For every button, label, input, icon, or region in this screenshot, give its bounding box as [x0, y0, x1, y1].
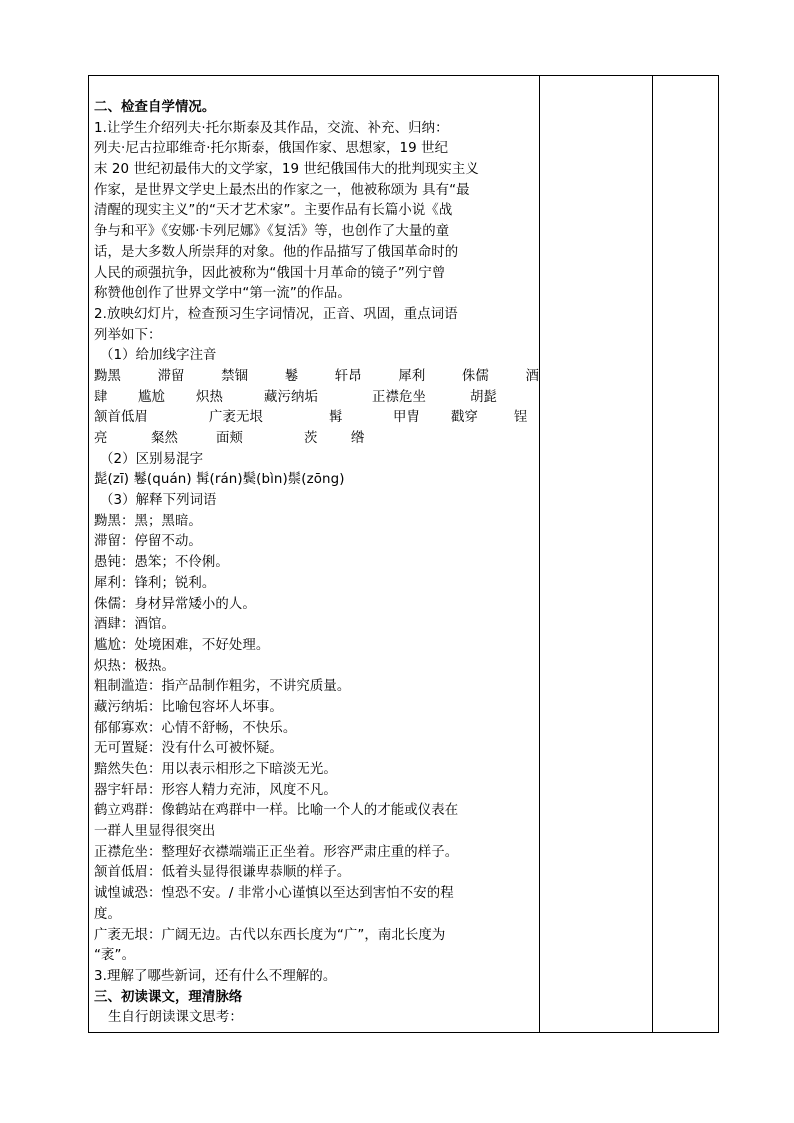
word: 炽热	[196, 389, 223, 405]
section-heading: 二、检查自学情况。	[94, 100, 216, 115]
definition-item: 愚钝：愚笨；不伶俐。	[94, 555, 229, 571]
word: 胡髭	[470, 389, 497, 405]
word: 肆	[94, 389, 108, 405]
definition-item: 鹤立鸡群：像鹤站在鸡群中一样。比喻一个人的才能或仪表在	[94, 803, 459, 819]
lesson-table	[88, 75, 719, 1033]
definition-item: 侏儒：身材异常矮小的人。	[94, 596, 256, 612]
word: 戳穿	[451, 410, 478, 426]
definition-item: 滞留：停留不动。	[94, 534, 202, 550]
definition-item: 度。	[94, 906, 121, 922]
word: 广袤无垠	[209, 410, 263, 426]
word-row-1	[94, 367, 539, 388]
word-row-4	[94, 429, 539, 450]
section-heading: 三、初读课文，理清脉络	[94, 989, 243, 1005]
text-line: 人民的顽强抗争，因此被称为“俄国十月革命的镜子”列宁曾	[94, 265, 446, 281]
subheading-confusable: （2）区别易混字	[100, 451, 204, 467]
paragraph-1	[94, 119, 539, 305]
definition-item: 尴尬：处境困难，不好处理。	[94, 637, 270, 653]
word: 禁锢	[221, 368, 249, 384]
text-line: 末 20 世纪初最伟大的文学家，19 世纪俄国伟大的批判现实主义	[94, 162, 479, 178]
word: 尴尬	[138, 389, 165, 405]
text-line: 2.放映幻灯片，检查预习生字词情况，正音、巩固，重点词语	[94, 306, 458, 322]
text-line: 称赞他创作了世界文学中“第一流”的作品。	[94, 286, 351, 302]
word: 亮	[94, 431, 108, 446]
text-line: 生自行朗读课文思考：	[108, 1010, 243, 1026]
subheading-definitions: （3）解释下列词语	[100, 493, 217, 509]
word-row-3	[94, 408, 539, 429]
text-line: 列夫·尼古拉耶维奇·托尔斯泰，俄国作家、思想家，19 世纪	[94, 141, 449, 157]
paragraph-3: 3.理解了哪些新词，还有什么不理解的。	[94, 968, 337, 984]
definition-item: 粗制滥造：指产品制作粗劣，不讲究质量。	[94, 679, 351, 695]
definition-item: 炽热：极热。	[94, 658, 175, 674]
word: 颔首低眉	[94, 410, 148, 426]
definition-item: “袤”。	[94, 948, 136, 964]
confusable-characters: 髭(zī) 鬈(quán) 髯(rán)鬓(bìn)鬃(zōng)	[94, 472, 345, 488]
definition-item: 犀利：锋利；锐利。	[94, 575, 216, 591]
word-row-2	[94, 388, 539, 409]
column-divider-1	[539, 76, 540, 1032]
text-line: 争与和平》《安娜·卡列尼娜》《复活》等，也创作了大量的童	[94, 224, 450, 240]
definition-item: 器宇轩昂：形容人精力充沛，风度不凡。	[94, 782, 337, 798]
definition-item: 黯然失色：用以表示相形之下暗淡无光。	[94, 762, 337, 777]
word: 犀利	[398, 368, 426, 384]
definition-item: 黝黑：黑；黑暗。	[94, 513, 202, 529]
word: 面颊	[216, 431, 243, 446]
word: 髯	[329, 410, 343, 426]
word: 茨	[304, 431, 318, 446]
word: 黝黑	[94, 368, 121, 384]
definition-item: 酒肆：酒馆。	[94, 617, 175, 633]
word: 绺	[351, 431, 365, 446]
definition-item: 无可置疑：没有什么可被怀疑。	[94, 741, 283, 757]
definition-item: 一群人里显得很突出	[94, 824, 216, 840]
main-cell	[94, 98, 539, 1029]
definition-item: 颔首低眉：低着头显得很谦卑恭顺的样子。	[94, 865, 351, 881]
word: 滞留	[157, 368, 185, 384]
word: 正襟危坐	[372, 389, 426, 405]
word: 锃	[514, 410, 528, 426]
word: 粲然	[151, 431, 178, 446]
text-line: 作家，是世界文学史上最杰出的作家之一，他被称颂为 具有“最	[94, 182, 470, 198]
word: 鬈	[284, 368, 299, 384]
text-line: 话，是大多数人所崇拜的对象。他的作品描写了俄国革命时的	[94, 244, 459, 260]
word: 侏儒	[461, 368, 489, 384]
word: 轩昂	[334, 368, 362, 384]
word: 甲胄	[393, 410, 420, 426]
subheading-pinyin: （1）给加线字注音	[100, 348, 217, 364]
text-line: 1.让学生介绍列夫·托尔斯泰及其作品，交流、补充、归纳：	[94, 120, 449, 136]
word: 藏污纳垢	[264, 389, 318, 405]
column-divider-2	[652, 76, 653, 1032]
definition-item: 广袤无垠：广阔无边。古代以东西长度为“广”，南北长度为	[94, 927, 446, 943]
text-line: 列举如下：	[94, 327, 162, 343]
definition-item: 郁郁寡欢：心情不舒畅，不快乐。	[94, 720, 297, 736]
definition-item: 藏污纳垢：比喻包容坏人坏事。	[94, 699, 283, 715]
text-line: 清醒的现实主义”的“天才艺术家”。主要作品有长篇小说《战	[94, 203, 453, 219]
word: 酒	[525, 368, 539, 384]
definition-item: 正襟危坐：整理好衣襟端端正正坐着。形容严肃庄重的样子。	[94, 844, 459, 860]
paragraph-2	[94, 305, 539, 346]
definition-item: 诚惶诚恐：惶恐不安。/ 非常小心谨慎以至达到害怕不安的程	[94, 886, 454, 902]
definition-list	[94, 512, 539, 967]
